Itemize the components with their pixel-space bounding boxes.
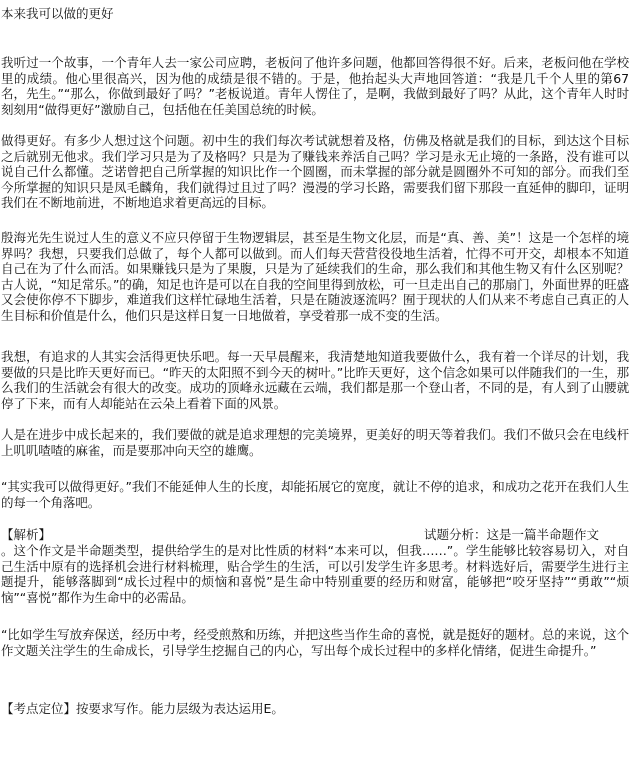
paragraph-4: 我想，有追求的人其实会活得更快乐吧。每一天早晨醒来，我清楚地知道我要做什么，我有着一个详尽的计划，我要做的只是比昨天更好而已。“昨天的太阳照不到今天的树叶。”比昨天更好，这个信念如果可以伴随我们的一生，那么我们的生活就会有很大的改变。成功的顶峰永远藏在云端，我们都是那一个登山者，不同的是，有人到了山腰就停了下来，而有人却能站在云朵上看着下面的风景。 [1, 349, 629, 411]
essay-title: 本来我可以做的更好 [1, 6, 114, 21]
analysis-header-row [1, 527, 629, 543]
paragraph-6: “其实我可以做得更好。”我们不能延伸人生的长度，却能拓展它的宽度，就让不停的追求，和成功之花开在我们人生的每一个角落吧。 [1, 479, 629, 510]
analysis-label: 【解析】 [1, 527, 52, 542]
analysis-body: 。这个作文是半命题类型，提供给学生的是对比性质的材料“本来可以，但我……”。学生能够比较容易切入，对自己生活中原有的选择机会进行材料梳理，贴合学生的生活，可以引发学生许多思考。材料选好后，需要学生进行主题提升，能够落脚到“成长过程中的烦恼和喜悦”是生命中特别重要的经历和财富，能够把“咬牙坚持”“勇敢”“烦恼”“喜悦”都作为生命中的必需品。 [1, 543, 629, 605]
paragraph-1: 我听过一个故事，一个青年人去一家公司应聘，老板问了他许多问题，他都回答得很不好。后来，老板问他在学校里的成绩。他心里很高兴，因为他的成绩是很不错的。于是，他抬起头大声地回答道：“我是几千个人里的第67名，先生。”“那么，你做到最好了吗？”老板说道。青年人愣住了，是啊，我做到最好了吗？从此，这个青年人时时刻刻用“做得更好”激励自己，包括他在任美国总统的时候。 [1, 55, 629, 117]
analysis-extra: “比如学生写放弃保送，经历中考，经受煎熬和历练，并把这些当作生命的喜悦，就是挺好的题材。总的来说，这个作文题关注学生的生命成长，引导学生挖掘自己的内心，写出每个成长过程中的多样化情绪，促进生命提升。” [1, 627, 629, 658]
paragraph-3: 殷海光先生说过人生的意义不应只停留于生物逻辑层，甚至是生物文化层，而是“真、善、美”！这是一个怎样的境界吗？我想，只要我们总做了，每个人都可以做到。而人们每天营营役役地生活着，忙得不可开交，却根本不知道自己在为了什么而活。如果赚钱只是为了果腹，只是为了延续我们的生命，那么我们和其他生物又有什么区别呢？古人说，“知足常乐。”的确，知足也许是可以在自我的空间里得到放松，可一旦走出自己的那扇门，外面世界的旺盛又会使你停不下脚步，难道我们这样忙碌地生活着，只是在随波逐流吗？囿于现状的人们从来不考虑自己真正的人生目标和价值是什么，他们只是这样日复一日地做着，享受着那一成不变的生活。 [1, 230, 629, 323]
kaodian-line: 【考点定位】按要求写作。能力层级为表达运用E。 [1, 701, 284, 716]
analysis-heading: 试题分析：这是一篇半命题作文 [424, 527, 600, 542]
paragraph-2: 做得更好。有多少人想过这个问题。初中生的我们每次考试就想着及格，仿佛及格就是我们的目标，到达这个目标之后就别无他求。我们学习只是为了及格吗？只是为了赚钱来养活自己吗？学习是永无止境的一条路，没有谁可以说自己什么都懂。芝诺曾把自己所掌握的知识比作一个圆圈，而未掌握的部分就是圆圈外不可知的部分。而我们至今所掌握的知识只是凤毛麟角，我们就得过且过了吗？漫漫的学习长路，需要我们留下那段一直延伸的脚印，证明我们在不断地前进，不断地追求着更高远的目标。 [1, 133, 629, 210]
paragraph-5: 人是在进步中成长起来的，我们要做的就是追求理想的完美境界，更美好的明天等着我们。我们不做只会在电线杆上叽叽喳喳的麻雀，而是要那冲向天空的雄鹰。 [1, 427, 629, 458]
